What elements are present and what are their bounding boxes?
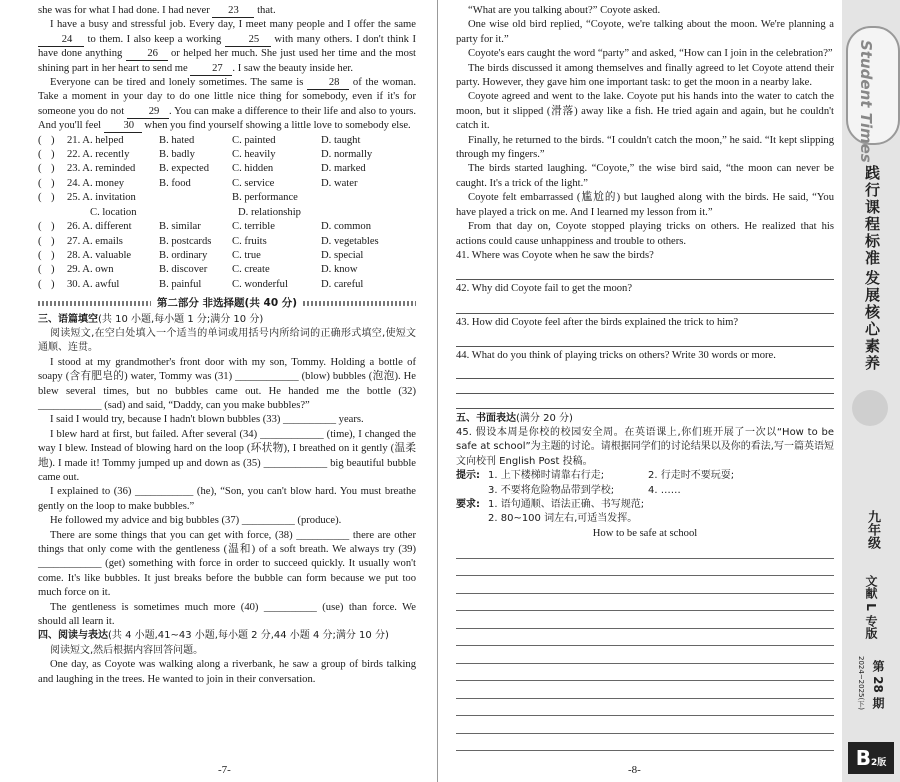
answer-line-44[interactable] xyxy=(456,396,834,409)
option-row: ( ) 28. A. valuable B. ordinary C. true D. special xyxy=(38,249,364,261)
reading-paragraph: The birds started laughing. “Coyote,” the wise bird said, “the moon can never be caught. It's a trick of the light.” xyxy=(456,163,834,189)
slogan-1: 践行课程标准 xyxy=(863,165,881,267)
essay-writing-area[interactable] xyxy=(456,541,834,751)
blank-24: 24 xyxy=(38,34,84,47)
section-4-instructions: 阅读短文,然后根据内容回答问题。 xyxy=(50,644,204,656)
grammar-paragraph: There are some things that you can get with force, (38) __________ there are other things that only come with the gentleness (温和) of a soft breath. We always try (39) ____________ (get) something with force in order to succeed quickly. It usually won't come. It's like bubbles. It just breaks before the bubble can form because we put too much force on it. xyxy=(38,529,416,599)
passage-paragraph: I have a busy and stressful job. Every day, I meet many people and I offer the same 24 to them. I also keep a working 25 with many others. I don't think I have done anything 26 or helped her much. She just used her time and the most shining part in her heart to send me 27 . I saw the beauty inside her. xyxy=(38,19,417,74)
answer-line-41[interactable] xyxy=(456,267,834,280)
answer-line-44[interactable] xyxy=(456,381,834,394)
reading-paragraph: From that day on, Coyote stopped playing tricks on others. He realized that his actions could cause unhappiness and trouble to others. xyxy=(456,221,834,247)
question-44: 44. What do you think of playing tricks on others? Write 30 words or more. xyxy=(456,350,776,362)
page-number-right: -8- xyxy=(628,764,641,776)
writing-prompt: 45. 假设本周是你校的校园安全周。在英语课上,你们班开展了一次以“How to be safe at school”为主题的讨论。请根据同学们的讨论结果以及你的看法,写一篇英语短文向校刊 English Post 投稿。 xyxy=(456,426,834,467)
blank-28: 28 xyxy=(307,77,349,90)
reading-paragraph: Finally, he returned to the birds. “I couldn't catch the moon,” he said. “It kept slipping through my fingers.” xyxy=(456,134,834,161)
option-row: ( ) 24. A. money B. food C. service D. water xyxy=(38,177,358,189)
blank-25: 25 xyxy=(225,34,271,47)
blank-23: 23 xyxy=(212,5,254,18)
option-row: ( ) 21. A. helped B. hated C. painted D. taught xyxy=(38,134,361,146)
reading-paragraph: The birds discussed it among themselves and finally agreed to let Coyote attend their party. However, they gave him one important task: to get the moon in a nearby lake. xyxy=(456,62,834,89)
grammar-paragraph: I blew hard at first, but failed. After several (34) ____________ (time), I changed the way I blew. Instead of blowing hard on the loop (环状物), I breathed on it gently (温柔地). I made it! Tommy jumped up and down as (35) ____________ big beautiful bubble came out. xyxy=(38,428,416,483)
year-label: 2024~2025(下) xyxy=(857,656,865,710)
requirements-row: 要求: 1. 语句通顺、语法正确、书写规范; xyxy=(456,498,645,510)
reading-paragraph: One wise old bird replied, “Coyote, we're talking about the moon. We're planning a party for it.” xyxy=(456,19,834,45)
column-divider xyxy=(437,0,438,782)
question-41: 41. Where was Coyote when he saw the birds? xyxy=(456,249,654,261)
eagle-icon xyxy=(852,390,888,426)
section-4-heading: 四、阅读与表达(共 4 小题,41~43 小题,每小题 2 分,44 小题 4 分;满分 10 分) xyxy=(38,630,389,642)
grammar-paragraph: I said I would try, because I hadn't blown bubbles (33) __________ years. xyxy=(50,414,364,426)
blank-26: 26 xyxy=(126,48,168,61)
reading-paragraph: “What are you talking about?” Coyote asked. xyxy=(468,5,661,16)
option-row: ( ) 27. A. emails B. postcards C. fruits D. vegetables xyxy=(38,235,379,247)
option-row: ( ) 26. A. different B. similar C. terrible D. common xyxy=(38,221,372,233)
section-5-heading: 五、书面表达(满分 20 分) xyxy=(456,412,573,424)
reading-paragraph: One day, as Coyote was walking along a riverbank, he saw a group of birds talking and laughing in the trees. He wanted to join in their conversation. xyxy=(38,659,416,685)
essay-title: How to be safe at school xyxy=(592,527,698,539)
passage-end-line: she was for what I had done. I had never 23 that. xyxy=(38,5,276,16)
grammar-paragraph: I stood at my grandmother's front door with my son, Tommy. Holding a bottle of soapy (含有肥皂的) water, Tommy was (31) ____________ (blow) bubbles (泡泡). He blew several times, but no bubbles came out. He handed me the bottle (32) ____________ (sad) and said, “Daddy, can you make bubbles?” xyxy=(38,356,416,411)
section-3-heading: 三、语篇填空(共 10 小题,每小题 1 分;满分 10 分) xyxy=(38,313,264,325)
page-badge: B2版 xyxy=(848,742,894,774)
option-row: C. location D. relationship xyxy=(90,206,301,218)
option-row: ( ) 22. A. recently B. badly C. heavily D. normally xyxy=(38,149,373,161)
part-two-heading: 第二部分 非选择题(共 40 分) xyxy=(38,296,416,310)
answer-line-44[interactable] xyxy=(456,366,834,379)
question-42: 42. Why did Coyote fail to get the moon? xyxy=(456,283,633,295)
page-number-left: -7- xyxy=(218,764,231,776)
blank-29: 29 xyxy=(127,106,169,119)
reading-paragraph: Coyote's ears caught the word “party” and asked, “How can I join in the celebration?” xyxy=(468,48,833,60)
tips-row: 3. 不要将危险物品带到学校; 4. …… xyxy=(488,484,681,496)
reading-paragraph: Coyote agreed and went to the lake. Coyote put his hands into the water to catch the moon, but it slipped (滑落) away like a fish. He tried again and again, but he couldn't catch it. xyxy=(456,91,834,132)
option-row: ( ) 25. A. invitation B. performance xyxy=(38,192,298,204)
side-strip xyxy=(842,0,900,782)
answer-line-42[interactable] xyxy=(456,301,834,314)
grade-label: 九年级 xyxy=(865,510,880,549)
passage-paragraph: Everyone can be tired and lonely sometimes. The same is 28 of the woman. Take a moment in your day to do one little nice thing for somebody, even if it's for someone you do not 29 . You can make a difference to their life and also to yours. And you'll feel 30 when you find yourself showing a little love to somebody else. xyxy=(38,77,417,132)
option-row: ( ) 29. A. own B. discover C. create D. know xyxy=(38,264,358,276)
grammar-paragraph: The gentleness is sometimes much more (40) __________ (use) than force. We should all learn it. xyxy=(38,601,416,628)
edition-label: 文献 L 专版 xyxy=(864,575,878,640)
option-row: ( ) 30. A. awful B. painful C. wonderful D. careful xyxy=(38,278,364,290)
requirements-row: 2. 80~100 词左右,可适当发挥。 xyxy=(488,513,638,525)
slogan-2: 发展核心素养 xyxy=(863,270,881,372)
answer-line-43[interactable] xyxy=(456,334,834,347)
right-column xyxy=(456,4,834,751)
question-43: 43. How did Coyote feel after the birds explained the trick to him? xyxy=(456,316,739,328)
section-3-instructions: 阅读短文,在空白处填入一个适当的单词或用括号内所给词的正确形式填空,使短文通顺、连贯。 xyxy=(38,327,416,354)
option-row: ( ) 23. A. reminded B. expected C. hidden D. marked xyxy=(38,163,366,175)
tips-row: 提示: 1. 上下楼梯时请靠右行走; 2. 行走时不要玩耍; xyxy=(456,470,735,482)
grammar-paragraph: He followed my advice and big bubbles (37) __________ (produce). xyxy=(50,515,342,527)
blank-27: 27 xyxy=(190,63,232,76)
issue-label: 第 28 期 xyxy=(871,660,885,710)
grammar-paragraph: I explained to (36) ___________ (he), “Son, you can't blow hard. You must breathe gently on the loop to make bubbles.” xyxy=(38,486,416,512)
left-column xyxy=(38,4,416,687)
blank-30: 30 xyxy=(104,120,142,133)
reading-paragraph: Coyote felt embarrassed (尴尬的) but laughed along with the birds. He said, “You have played a trick on me. And I learned my lesson from it.” xyxy=(456,192,834,218)
logo-text: Student Times xyxy=(857,40,875,163)
options-list xyxy=(38,134,416,292)
